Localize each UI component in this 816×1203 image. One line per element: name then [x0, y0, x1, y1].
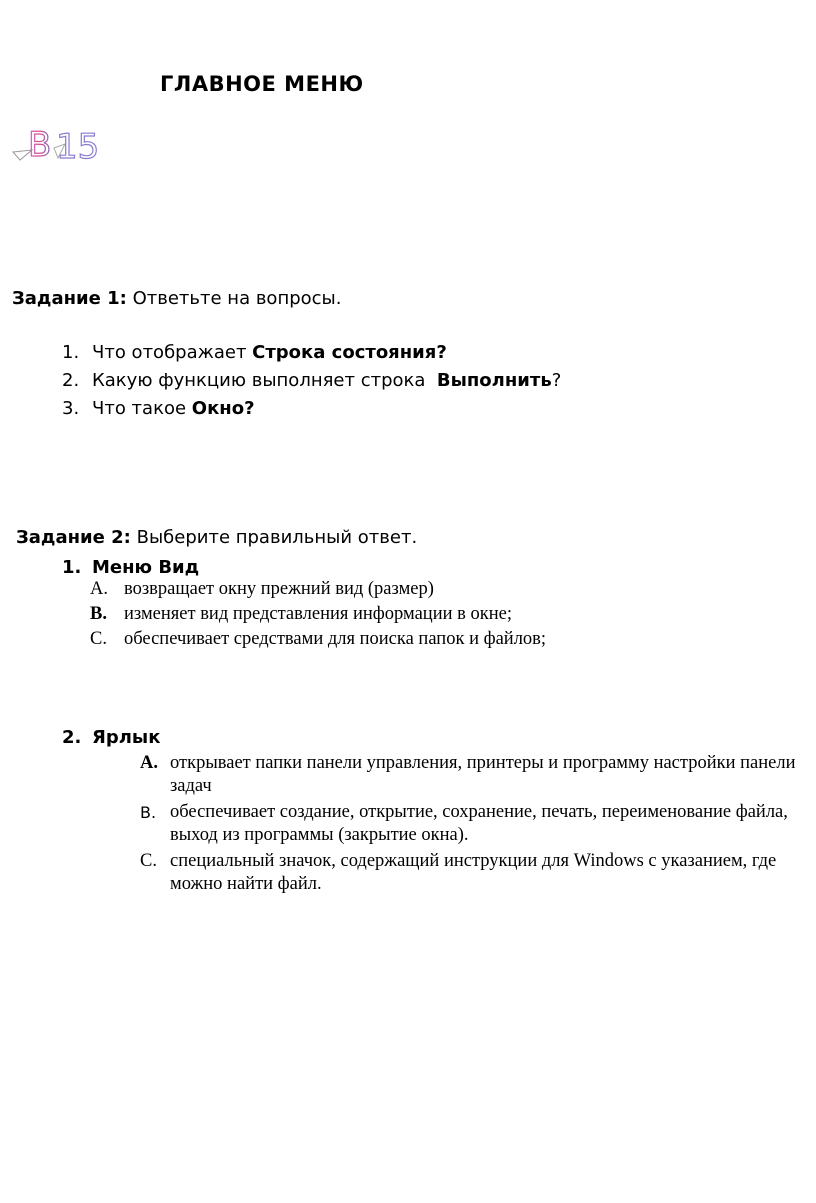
b15-logo — [10, 120, 100, 167]
page-title: ГЛАВНОЕ МЕНЮ — [160, 72, 364, 96]
task-2-heading — [16, 527, 417, 548]
task-2-label: Задание 2: — [16, 527, 131, 548]
svg-text:B: B — [28, 125, 52, 165]
shortcut-heading: 2. Ярлык — [62, 727, 161, 748]
task-1-text: Ответьте на вопросы. — [126, 288, 342, 309]
task-1-label: Задание 1: — [12, 288, 127, 309]
menu-view-heading: 1. Меню Вид — [62, 557, 200, 578]
question-item: 1. Что отображает Строка состояния? — [62, 342, 447, 363]
svg-text:15: 15 — [56, 127, 100, 167]
question-item: 3. Что такое Окно? — [62, 398, 255, 419]
task-1-heading — [12, 288, 342, 309]
task-2-text: Выберите правильный ответ. — [130, 527, 418, 548]
question-item: 2. Какую функцию выполняет строка Выполнить? — [62, 370, 562, 391]
